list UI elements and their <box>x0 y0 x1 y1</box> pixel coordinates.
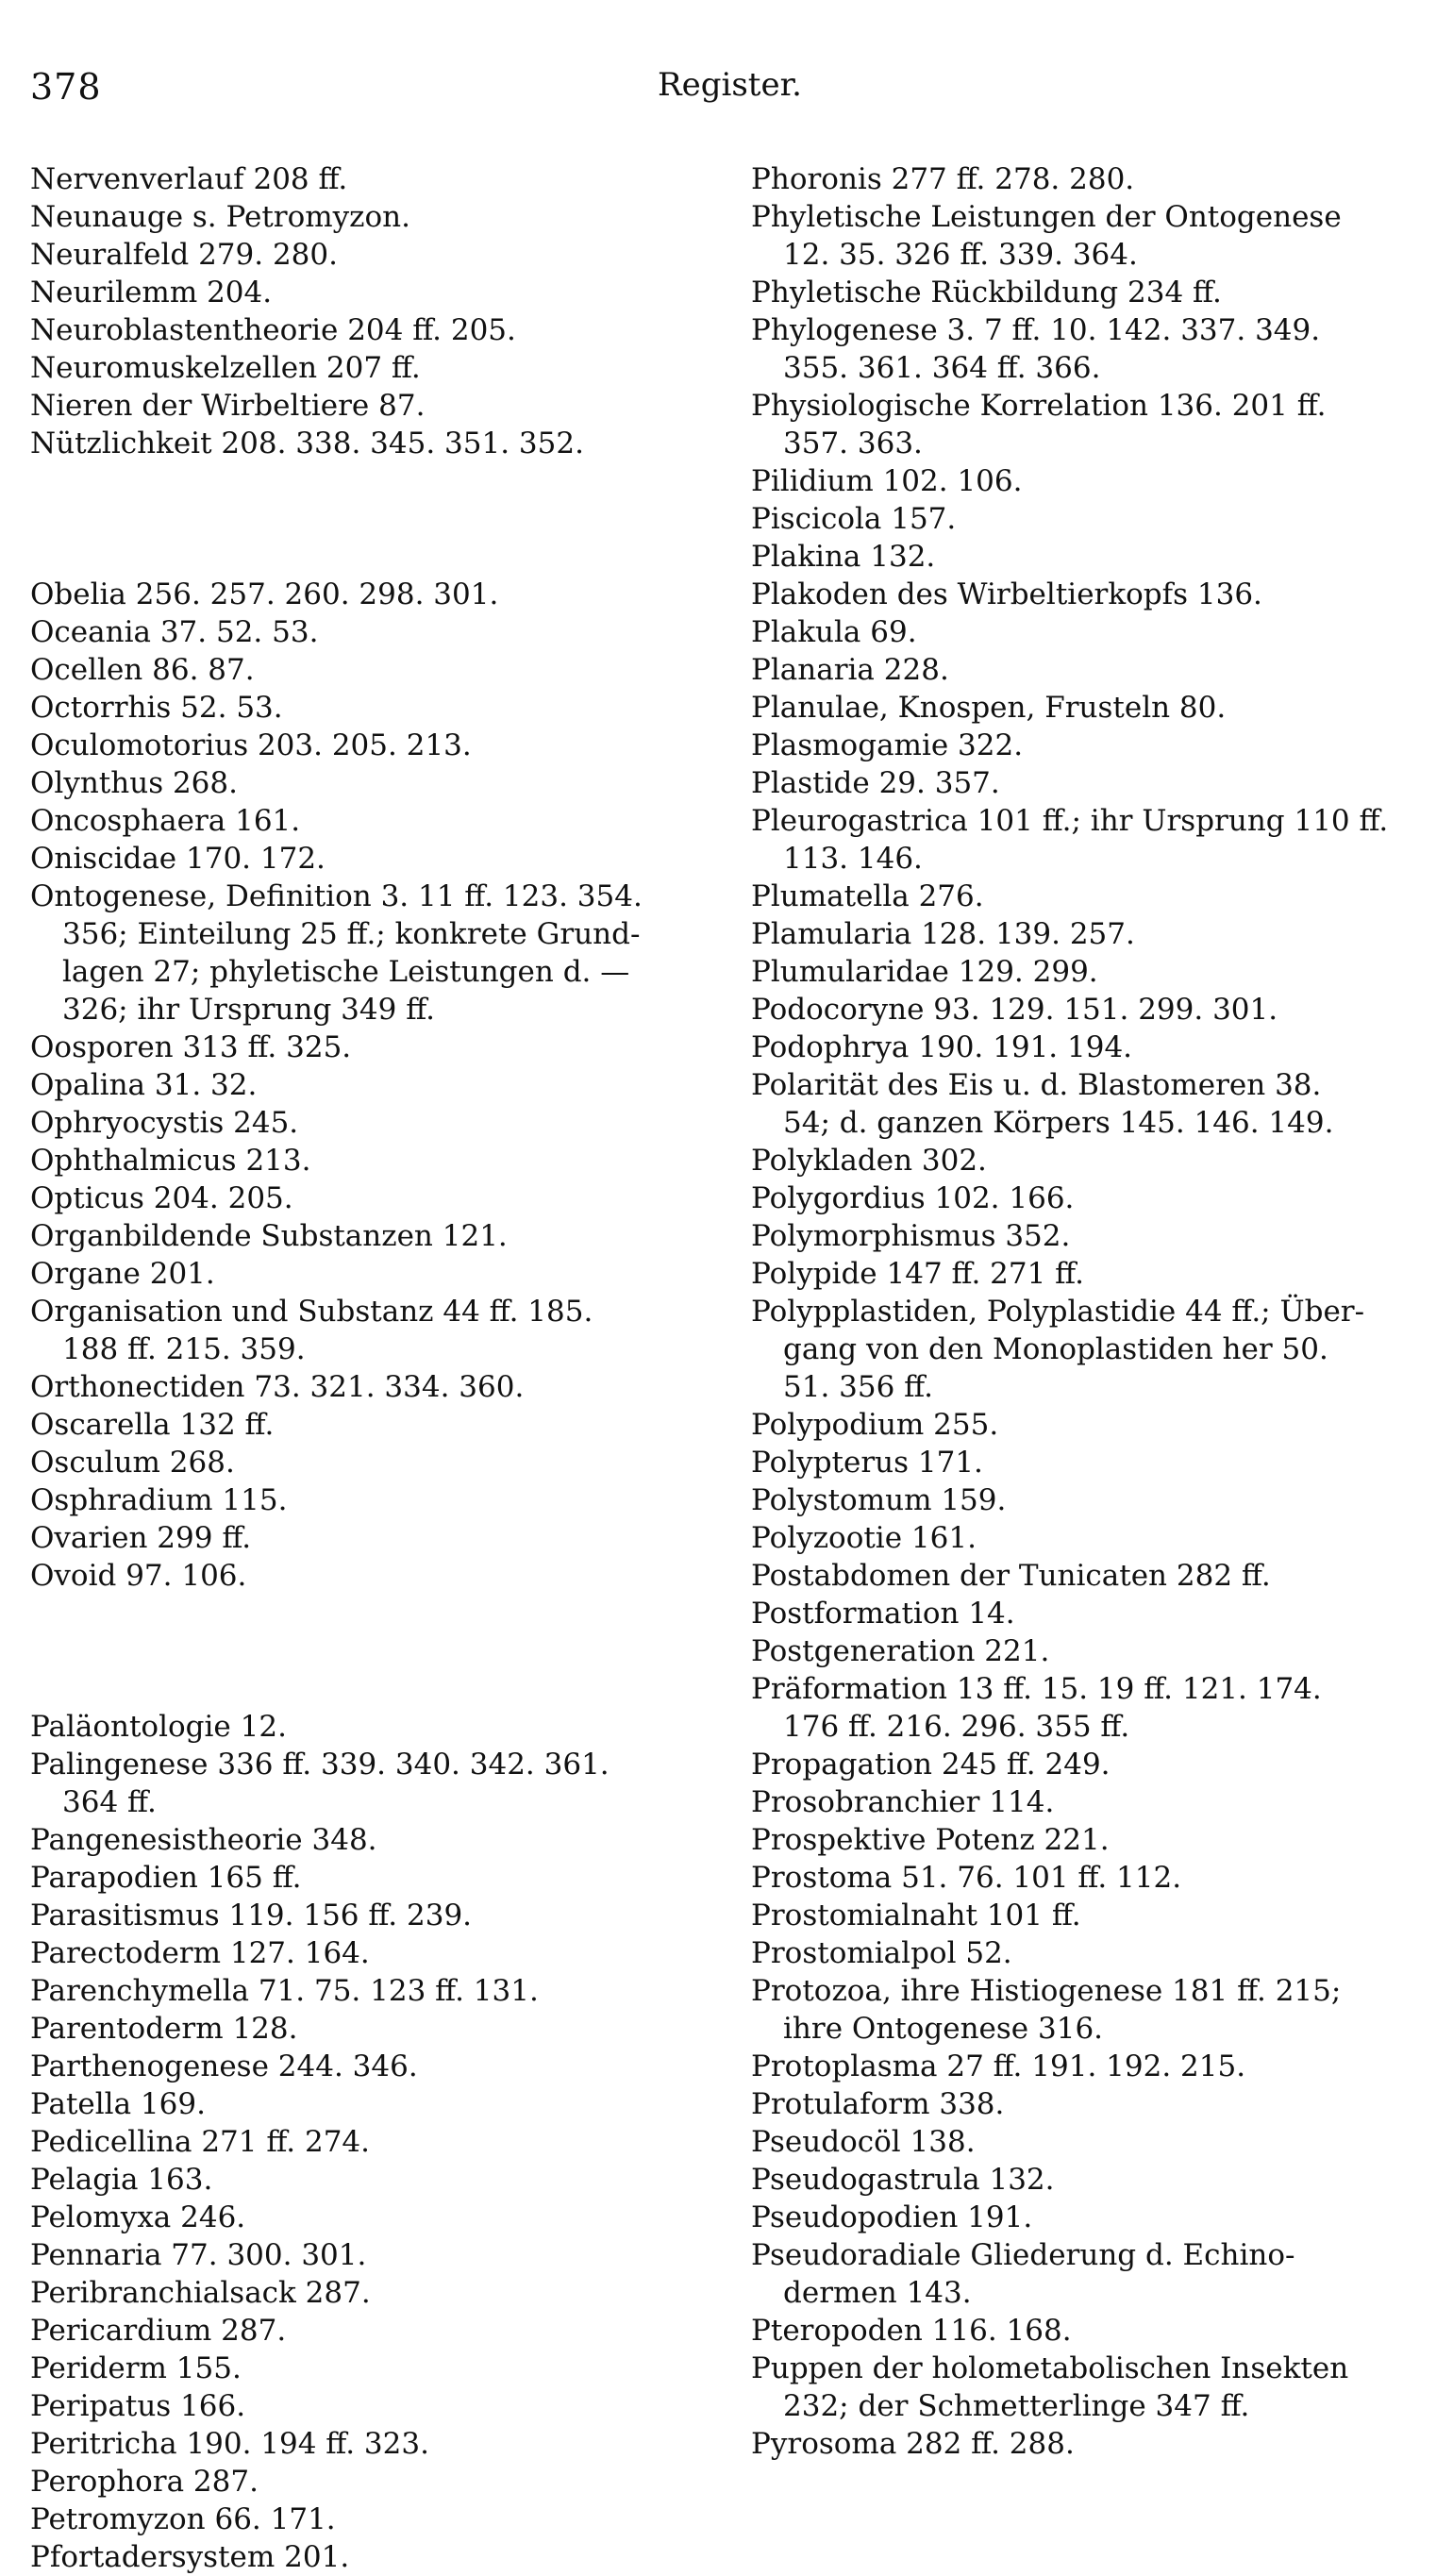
index-entry-line: Physiologische Korrelation 136. 201 ff. <box>751 389 1327 423</box>
index-entry <box>751 387 1430 462</box>
index-entry <box>30 764 728 802</box>
index-entry-line: Oceania 37. 52. 53. <box>30 615 319 649</box>
index-entry <box>30 1217 728 1255</box>
index-entry-line: Opticus 204. 205. <box>30 1181 293 1215</box>
index-entry <box>751 1255 1430 1293</box>
index-entry-line: Prospektive Potenz 221. <box>751 1823 1110 1857</box>
index-entry-line: Podocoryne 93. 129. 151. 299. 301. <box>751 993 1278 1027</box>
index-entry <box>30 2199 728 2236</box>
index-entry-line: Polykladen 302. <box>751 1144 987 1178</box>
index-entry <box>30 2123 728 2161</box>
index-entry <box>30 1066 728 1104</box>
index-entry-line: Polyzootie 161. <box>751 1521 977 1555</box>
index-entry <box>30 2236 728 2274</box>
index-entry-line: Polymorphismus 352. <box>751 1219 1071 1253</box>
index-entry <box>30 1746 728 1821</box>
index-entry <box>751 1293 1430 1406</box>
index-entry-line: Osculum 268. <box>30 1446 235 1480</box>
index-entry <box>751 1783 1430 1821</box>
index-entry <box>30 802 728 840</box>
index-entry <box>751 1670 1430 1746</box>
index-entry-continuation: 355. 361. 364 ff. 366. <box>783 351 1101 385</box>
index-entry-line: Peritricha 190. 194 ff. 323. <box>30 2427 429 2461</box>
index-entry <box>30 311 728 349</box>
index-entry <box>751 613 1430 651</box>
index-entry-line: Oosporen 313 ff. 325. <box>30 1030 352 1064</box>
index-entry-continuation: 54; d. ganzen Körpers 145. 146. 149. <box>783 1106 1334 1140</box>
index-entry-line: Nieren der Wirbeltiere 87. <box>30 389 426 423</box>
index-entry <box>751 2085 1430 2123</box>
index-entry-line: Ontogenese, Definition 3. 11 ff. 123. 354. <box>30 879 643 913</box>
page-header <box>30 66 1423 123</box>
index-entry <box>751 2199 1430 2236</box>
index-entry-line: Petromyzon 66. 171. <box>30 2502 336 2536</box>
index-entry <box>30 2463 728 2501</box>
index-entry <box>30 2501 728 2538</box>
index-entry <box>751 2425 1430 2463</box>
index-entry <box>751 311 1430 387</box>
index-entry-continuation: 12. 35. 326 ff. 339. 364. <box>783 238 1138 272</box>
index-entry-line: Propagation 245 ff. 249. <box>751 1748 1111 1781</box>
index-group-o <box>30 576 728 1595</box>
index-entry <box>30 1934 728 1972</box>
index-entry <box>30 2010 728 2048</box>
index-entry-line: Phyletische Rückbildung 234 ff. <box>751 276 1222 309</box>
index-entry-line: Plakula 69. <box>751 615 917 649</box>
index-entry <box>30 1519 728 1557</box>
index-entry <box>751 2236 1430 2312</box>
index-entry-line: Pennaria 77. 300. 301. <box>30 2238 367 2272</box>
index-entry <box>30 576 728 613</box>
index-entry-line: Obelia 256. 257. 260. 298. 301. <box>30 577 499 611</box>
index-entry <box>30 727 728 764</box>
index-entry <box>30 2274 728 2312</box>
index-entry <box>30 2085 728 2123</box>
index-entry <box>751 878 1430 915</box>
index-entry <box>30 2161 728 2199</box>
index-entry-line: Ophthalmicus 213. <box>30 1144 311 1178</box>
index-entry-line: Phylogenese 3. 7 ff. 10. 142. 337. 349. <box>751 313 1321 347</box>
index-entry-line: Olynthus 268. <box>30 766 238 800</box>
index-entry <box>751 1934 1430 1972</box>
index-entry <box>751 1179 1430 1217</box>
index-entry-line: Plakina 132. <box>751 540 936 574</box>
index-entry <box>30 613 728 651</box>
index-entry <box>30 2350 728 2387</box>
index-entry-line: Protulaform 338. <box>751 2087 1005 2121</box>
index-entry-line: Prostomialnaht 101 ff. <box>751 1899 1081 1932</box>
index-entry-line: Pedicellina 271 ff. 274. <box>30 2125 370 2159</box>
index-entry <box>751 1481 1430 1519</box>
index-entry <box>30 840 728 878</box>
index-entry <box>751 991 1430 1029</box>
index-entry <box>751 500 1430 538</box>
index-entry-continuation: 364 ff. <box>62 1785 157 1819</box>
index-entry-line: Neuroblastentheorie 204 ff. 205. <box>30 313 516 347</box>
index-entry <box>751 538 1430 576</box>
index-entry <box>30 878 728 1029</box>
index-entry <box>30 1179 728 1217</box>
index-group-right <box>751 160 1430 2463</box>
index-entry <box>30 1972 728 2010</box>
index-entry <box>30 1368 728 1406</box>
index-entry <box>751 651 1430 689</box>
index-entry <box>30 274 728 311</box>
index-entry-line: Pseudogastrula 132. <box>751 2163 1055 2197</box>
index-entry <box>751 462 1430 500</box>
index-entry-line: Plakoden des Wirbeltierkopfs 136. <box>751 577 1262 611</box>
index-entry-line: Neuralfeld 279. 280. <box>30 238 338 272</box>
index-entry-line: Ophryocystis 245. <box>30 1106 299 1140</box>
index-entry-continuation: 357. 363. <box>783 427 923 460</box>
index-entry-line: Polarität des Eis u. d. Blastomeren 38. <box>751 1068 1322 1102</box>
index-entry-line: Pyrosoma 282 ff. 288. <box>751 2427 1075 2461</box>
index-entry-line: Octorrhis 52. 53. <box>30 691 283 725</box>
index-entry <box>751 1859 1430 1897</box>
index-entry-line: Ovarien 299 ff. <box>30 1521 252 1555</box>
index-entry <box>30 651 728 689</box>
index-entry-line: Neunauge s. Petromyzon. <box>30 200 410 234</box>
index-entry <box>30 2312 728 2350</box>
index-entry-line: Pleurogastrica 101 ff.; ihr Ursprung 110 ff. <box>751 804 1389 838</box>
index-entry <box>30 2048 728 2085</box>
index-entry <box>751 1217 1430 1255</box>
index-entry <box>30 160 728 198</box>
index-entry-line: Oculomotorius 203. 205. 213. <box>30 728 472 762</box>
index-entry-line: Polygordius 102. 166. <box>751 1181 1075 1215</box>
index-entry-continuation: 356; Einteilung 25 ff.; konkrete Grund- <box>62 917 641 951</box>
index-entry-line: Nervenverlauf 208 ff. <box>30 162 348 196</box>
index-entry-continuation: 188 ff. 215. 359. <box>62 1332 306 1366</box>
index-entry <box>30 1406 728 1444</box>
index-entry <box>751 2161 1430 2199</box>
index-entry <box>751 1444 1430 1481</box>
index-entry-line: Parenchymella 71. 75. 123 ff. 131. <box>30 1974 539 2008</box>
index-entry-line: Pseudoradiale Gliederung d. Echino- <box>751 2238 1295 2272</box>
index-entry <box>30 236 728 274</box>
index-entry <box>751 274 1430 311</box>
index-entry-continuation: gang von den Monoplastiden her 50. <box>783 1332 1328 1366</box>
index-entry-line: Organe 201. <box>30 1257 215 1291</box>
index-entry <box>30 2425 728 2463</box>
index-entry <box>751 2312 1430 2350</box>
index-entry-line: Pteropoden 116. 168. <box>751 2314 1072 2348</box>
index-entry-line: Piscicola 157. <box>751 502 957 536</box>
index-entry-line: Pericardium 287. <box>30 2314 287 2348</box>
index-entry-line: Paläontologie 12. <box>30 1710 287 1744</box>
index-entry-line: Parentoderm 128. <box>30 2012 298 2046</box>
group-divider <box>30 1595 728 1708</box>
index-entry <box>751 1142 1430 1179</box>
index-entry-line: Oncosphaera 161. <box>30 804 301 838</box>
index-entry <box>30 1481 728 1519</box>
index-entry-line: Plamularia 128. 139. 257. <box>751 917 1135 951</box>
index-entry-line: Opalina 31. 32. <box>30 1068 258 1102</box>
index-entry-line: Palingenese 336 ff. 339. 340. 342. 361. <box>30 1748 610 1781</box>
index-entry-line: Plumatella 276. <box>751 879 984 913</box>
index-entry <box>30 2538 728 2576</box>
index-entry-line: Organisation und Substanz 44 ff. 185. <box>30 1295 593 1329</box>
index-entry <box>751 1632 1430 1670</box>
index-entry <box>751 1746 1430 1783</box>
index-entry-line: Nützlichkeit 208. 338. 345. 351. 352. <box>30 427 584 460</box>
index-entry <box>751 2350 1430 2425</box>
index-entry-line: Planulae, Knospen, Frusteln 80. <box>751 691 1227 725</box>
index-entry <box>751 689 1430 727</box>
index-entry-line: Protoplasma 27 ff. 191. 192. 215. <box>751 2049 1246 2083</box>
index-entry-continuation: 326; ihr Ursprung 349 ff. <box>62 993 435 1027</box>
index-entry <box>30 387 728 425</box>
index-entry <box>751 764 1430 802</box>
index-entry-line: Postgeneration 221. <box>751 1634 1050 1668</box>
index-entry <box>751 1029 1430 1066</box>
index-entry-line: Polypodium 255. <box>751 1408 999 1442</box>
index-entry-continuation: lagen 27; phyletische Leistungen d. — <box>62 955 630 989</box>
index-entry-line: Planaria 228. <box>751 653 949 687</box>
index-entry-line: Pfortadersystem 201. <box>30 2540 350 2574</box>
index-entry-line: Plasmogamie 322. <box>751 728 1024 762</box>
index-entry <box>751 160 1430 198</box>
index-entry-line: Orthonectiden 73. 321. 334. 360. <box>30 1370 525 1404</box>
index-entry-line: Prostoma 51. 76. 101 ff. 112. <box>751 1861 1182 1895</box>
index-entry-line: Osphradium 115. <box>30 1483 288 1517</box>
index-entry-line: Polypide 147 ff. 271 ff. <box>751 1257 1084 1291</box>
index-entry-line: Protozoa, ihre Histiogenese 181 ff. 215; <box>751 1974 1342 2008</box>
index-entry <box>751 1557 1430 1595</box>
index-entry-line: Phoronis 277 ff. 278. 280. <box>751 162 1135 196</box>
index-entry <box>751 1519 1430 1557</box>
index-entry <box>30 1897 728 1934</box>
index-entry-line: Peribranchialsack 287. <box>30 2276 371 2310</box>
index-entry <box>30 425 728 462</box>
index-entry <box>751 198 1430 274</box>
index-group-n <box>30 160 728 462</box>
index-entry-continuation: dermen 143. <box>783 2276 972 2310</box>
index-entry-line: Polypterus 171. <box>751 1446 983 1480</box>
index-entry-line: Polystomum 159. <box>751 1483 1007 1517</box>
index-entry <box>30 349 728 387</box>
index-entry-line: Parthenogenese 244. 346. <box>30 2049 418 2083</box>
index-entry-continuation: 113. 146. <box>783 842 923 876</box>
index-entry-line: Postabdomen der Tunicaten 282 ff. <box>751 1559 1271 1593</box>
index-entry <box>751 1066 1430 1142</box>
index-entry-line: Podophrya 190. 191. 194. <box>751 1030 1133 1064</box>
index-entry-line: Ocellen 86. 87. <box>30 653 255 687</box>
index-entry-line: Plumularidae 129. 299. <box>751 955 1098 989</box>
index-entry <box>30 1821 728 1859</box>
index-entry <box>30 1104 728 1142</box>
index-entry <box>751 802 1430 878</box>
index-entry <box>30 1255 728 1293</box>
index-entry <box>751 576 1430 613</box>
index-entry-line: Neurilemm 204. <box>30 276 273 309</box>
index-entry <box>751 1897 1430 1934</box>
index-entry-line: Periderm 155. <box>30 2351 242 2385</box>
index-entry <box>30 1293 728 1368</box>
index-entry-line: Oniscidae 170. 172. <box>30 842 326 876</box>
index-entry-continuation: 176 ff. 216. 296. 355 ff. <box>783 1710 1130 1744</box>
index-entry <box>30 1859 728 1897</box>
index-entry <box>751 2123 1430 2161</box>
index-entry-continuation: 232; der Schmetterlinge 347 ff. <box>783 2389 1250 2423</box>
running-title: Register. <box>658 66 802 104</box>
index-entry-line: Puppen der holometabolischen Insekten <box>751 2351 1349 2385</box>
index-entry <box>751 1972 1430 2048</box>
index-entry-line: Peripatus 166. <box>30 2389 246 2423</box>
page-number: 378 <box>30 66 102 108</box>
index-entry <box>30 1444 728 1481</box>
index-entry-line: Präformation 13 ff. 15. 19 ff. 121. 174. <box>751 1672 1322 1706</box>
group-divider <box>30 462 728 576</box>
index-entry <box>30 198 728 236</box>
index-entry <box>30 1029 728 1066</box>
index-entry-line: Parasitismus 119. 156 ff. 239. <box>30 1899 473 1932</box>
index-entry-line: Pilidium 102. 106. <box>751 464 1023 498</box>
index-entry <box>751 1821 1430 1859</box>
index-entry <box>751 2048 1430 2085</box>
index-entry <box>751 915 1430 953</box>
index-entry-line: Pelomyxa 246. <box>30 2200 246 2234</box>
index-entry-line: Prosobranchier 114. <box>751 1785 1055 1819</box>
index-entry <box>751 727 1430 764</box>
index-entry-line: Pelagia 163. <box>30 2163 213 2197</box>
index-entry-line: Parapodien 165 ff. <box>30 1861 302 1895</box>
index-group-p <box>30 1708 728 2576</box>
index-entry <box>30 689 728 727</box>
index-entry <box>30 2387 728 2425</box>
index-entry-line: Organbildende Substanzen 121. <box>30 1219 508 1253</box>
index-entry-line: Pangenesistheorie 348. <box>30 1823 377 1857</box>
index-entry-line: Patella 169. <box>30 2087 206 2121</box>
index-entry-line: Ovoid 97. 106. <box>30 1559 247 1593</box>
index-entry-line: Phyletische Leistungen der Ontogenese <box>751 200 1342 234</box>
index-entry <box>30 1708 728 1746</box>
index-entry <box>751 1406 1430 1444</box>
index-entry-line: Parectoderm 127. 164. <box>30 1936 370 1970</box>
index-entry-line: Prostomialpol 52. <box>751 1936 1012 1970</box>
index-entry <box>751 1595 1430 1632</box>
index-entry <box>30 1142 728 1179</box>
index-entry-continuation: 51. 356 ff. <box>783 1370 933 1404</box>
index-entry <box>30 1557 728 1595</box>
index-entry-line: Pseudopodien 191. <box>751 2200 1033 2234</box>
index-column-right <box>751 160 1430 2463</box>
index-entry-line: Neuromuskelzellen 207 ff. <box>30 351 421 385</box>
index-entry-line: Pseudocöl 138. <box>751 2125 976 2159</box>
index-entry-line: Postformation 14. <box>751 1597 1015 1631</box>
index-entry <box>751 953 1430 991</box>
index-entry-continuation: ihre Ontogenese 316. <box>783 2012 1104 2046</box>
index-entry-line: Oscarella 132 ff. <box>30 1408 275 1442</box>
index-entry-line: Polypplastiden, Polyplastidie 44 ff.; Über- <box>751 1295 1365 1329</box>
index-entry-line: Plastide 29. 357. <box>751 766 1000 800</box>
index-column-left <box>30 160 728 2576</box>
index-entry-line: Perophora 287. <box>30 2465 259 2499</box>
